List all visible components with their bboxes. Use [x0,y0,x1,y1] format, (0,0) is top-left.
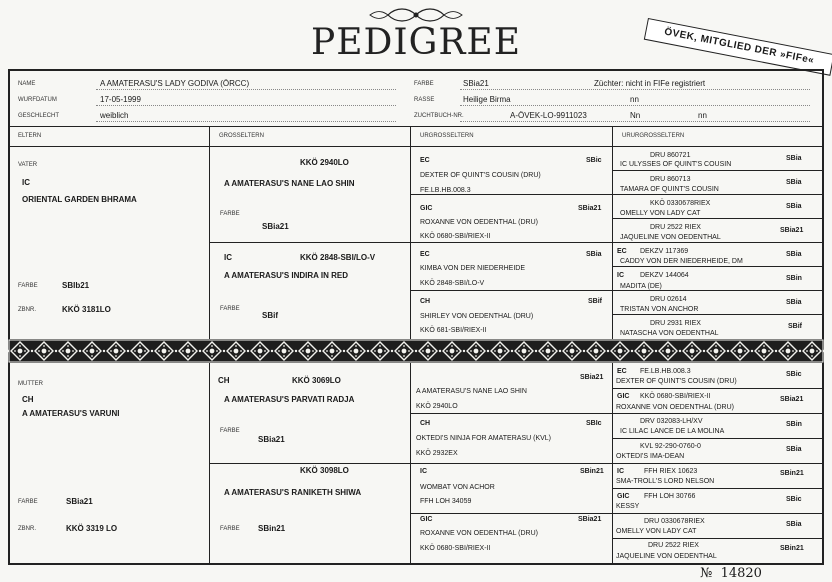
ggp3-name: KIMBA VON DER NIEDERHEIDE [420,265,526,272]
gp3-color: SBia21 [258,435,285,444]
ggp7-name: WOMBAT VON ACHOR [420,484,495,491]
dam-reg: KKÖ 3319 LO [66,524,118,533]
sire-role: VATER [18,162,38,168]
gggp15-color: SBia [786,521,802,528]
gggp2-reg: DRU 860713 [650,176,691,183]
sex-label: GESCHLECHT [18,113,60,119]
breed-nn: nn [630,95,639,104]
gggp1-name: IC ULYSSES OF QUINT'S COUSIN [620,161,732,168]
ggp6-color: SBIc [586,420,602,427]
dam-color: SBia21 [66,497,93,506]
column-header-parents: ELTERN [18,133,42,139]
dob-label: WURFDATUM [18,97,57,103]
gggp13-color: SBin21 [780,470,804,477]
gp2-reg: KKÖ 2848-SBI/LO-V [300,253,376,262]
ggp2-name: ROXANNE VON OEDENTHAL (DRU) [420,219,538,226]
gggp16-color: SBin21 [780,545,804,552]
gggp1-reg: DRU 860721 [650,152,691,159]
column-header-great-great-grandparents: URURGROSSELTERN [622,133,685,139]
cat-name: A AMATERASU'S LADY GODIVA (ÖRCC) [100,79,250,88]
ggp1-title: EC [420,157,430,164]
column-header-grandparents: GROSSELTERN [219,133,264,139]
ggp5-name: A AMATERASU'S NANE LAO SHIN [416,388,527,395]
gggp3-name: OMELLY VON LADY CAT [620,210,701,217]
gggp12-color: SBia [786,446,802,453]
gggp3-reg: KKÖ 0330678RIEX [650,200,711,207]
gggp6-title: IC [617,272,624,279]
gp3-color-label: FARBE [220,428,240,434]
breed-value: Heilige Birma [463,95,511,104]
gggp11-reg: DRV 032083-LH/XV [640,418,703,425]
ggp4-name: SHIRLEY VON OEDENTHAL (DRU) [420,313,534,320]
gggp15-reg: DRU 0330678RIEX [644,518,705,525]
ggp7-title: IC [420,468,427,475]
gggp2-name: TAMARA OF QUINT'S COUSIN [620,186,719,193]
gggp9-title: EC [617,368,627,375]
gggp9-color: SBic [786,371,802,378]
gggp6-color: SBin [786,275,802,282]
ggp8-name: ROXANNE VON OEDENTHAL (DRU) [420,530,538,537]
gggp14-title: GIC [617,493,630,500]
gggp12-reg: KVL 92-290-0760-0 [640,443,701,450]
column-header-great-grandparents: URGROSSELTERN [420,133,474,139]
color-label: FARBE [414,81,434,87]
gggp3-color: SBia [786,203,802,210]
sire-color: SBIb21 [62,281,90,290]
reg-value: A-ÖVEK-LO-9911023 [510,111,587,120]
gp2-name: A AMATERASU'S INDIRA IN RED [224,271,348,280]
ggp3-title: EC [420,251,430,258]
gggp9-name: DEXTER OF QUINT'S COUSIN (DRU) [616,378,737,385]
gggp5-color: SBia [786,251,802,258]
breeder-text: Züchter: nicht in FIFe registriert [594,79,706,88]
certificate-serial [700,566,762,581]
ggp6-reg: KKÖ 2932EX [416,450,458,457]
gggp1-color: SBia [786,155,802,162]
ggp1-reg: FE.LB.HB.008.3 [420,187,471,194]
gggp2-color: SBia [786,179,802,186]
gp3-title: CH [218,376,230,385]
ggp6-name: OKTEDI'S NINJA FOR AMATERASU (KVL) [416,435,552,442]
gggp8-color: SBif [788,323,802,330]
gp1-reg: KKÖ 2940LO [300,158,349,167]
gggp7-color: SBia [786,299,802,306]
gggp13-name: SMA-TROLL'S LORD NELSON [616,478,715,485]
page-title: PEDIGREE [310,22,521,63]
gp2-title: IC [224,253,232,262]
gggp8-name: NATASCHA VON OEDENTHAL [620,330,719,337]
gggp14-name: KESSY [616,503,640,510]
gp1-name: A AMATERASU'S NANE LAO SHIN [224,179,355,188]
gp4-color-label: FARBE [220,526,240,532]
gggp5-reg: DEKZV 117369 [640,248,689,255]
gp3-reg: KKÖ 3069LO [292,376,341,385]
serial-prefix: № [700,566,713,581]
ggp4-reg: KKÖ 681-SBI/RIEX-II [420,327,487,334]
gggp8-reg: DRU 2931 RIEX [650,320,701,327]
ggp3-reg: KKÖ 2848-SBI/LO-V [420,280,485,287]
gggp5-name: CADDY VON DER NIEDERHEIDE, DM [620,258,743,265]
ggp8-reg: KKÖ 0680-SBI/RIEX-II [420,545,491,552]
ggp2-title: GIC [420,205,433,212]
ggp5-reg: KKÖ 2940LO [416,403,458,410]
ggp2-color: SBia21 [578,205,602,212]
gggp13-reg: FFH RIEX 10623 [644,468,698,475]
gggp11-color: SBin [786,421,802,428]
gp2-color-label: FARBE [220,306,240,312]
gp4-reg: KKÖ 3098LO [300,466,349,475]
dam-name: A AMATERASU'S VARUNI [22,409,120,418]
gggp7-reg: DRU 02614 [650,296,687,303]
gggp9-reg: FE.LB.HB.008.3 [640,368,691,375]
gggp4-name: JAQUELINE VON OEDENTHAL [620,234,721,241]
ggp2-reg: KKÖ 0680-SBI/RIEX-II [420,233,491,240]
gggp6-name: MADITA (DE) [620,283,662,290]
gggp4-color: SBia21 [780,227,804,234]
ggp6-title: CH [420,420,431,427]
gggp14-reg: FFH LOH 30766 [644,493,696,500]
gp3-name: A AMATERASU'S PARVATI RADJA [224,395,355,404]
dam-color-label: FARBE [18,499,38,505]
ggp4-color: SBif [588,298,602,305]
gggp14-color: SBic [786,496,802,503]
gp1-color: SBia21 [262,222,289,231]
gggp16-name: JAQUELINE VON OEDENTHAL [616,553,717,560]
reg-nn1: Nn [630,111,641,120]
dob-value: 17-05-1999 [100,95,141,104]
dam-title: CH [22,395,34,404]
sex-value: weiblich [100,111,129,120]
ggp7-reg: FFH LOH 34059 [420,498,472,505]
gggp10-title: GIC [617,393,630,400]
name-label: NAME [18,81,36,87]
gp2-color: SBif [262,311,278,320]
gggp5-title: EC [617,248,627,255]
sire-title: IC [22,178,30,187]
color-value: SBia21 [463,79,489,88]
sire-reg: KKÖ 3181LO [62,305,111,314]
association-banner: ÖVEK, MITGLIED DER »FIFe« [644,18,832,76]
sire-name: ORIENTAL GARDEN BHRAMA [22,195,137,204]
dam-reg-label: ZBNR. [18,526,36,532]
gp4-name: A AMATERASU'S RANIKETH SHIWA [224,488,362,497]
ggp1-color: SBic [586,157,602,164]
serial-number: 14820 [720,566,762,581]
gp4-color: SBin21 [258,524,286,533]
ornamental-border-band [8,339,824,363]
gggp13-title: IC [617,468,624,475]
ggp8-color: SBia21 [578,516,602,523]
gggp7-name: TRISTAN VON ANCHOR [620,306,699,313]
breed-label: RASSE [414,97,435,103]
reg-label: ZUCHTBUCH-NR. [414,113,464,119]
gggp10-name: ROXANNE VON OEDENTHAL (DRU) [616,404,734,411]
gggp16-reg: DRU 2522 RIEX [648,542,699,549]
gggp4-reg: DRU 2522 RIEX [650,224,701,231]
sire-reg-label: ZBNR. [18,307,36,313]
ggp8-title: GIC [420,516,433,523]
ggp5-color: SBia21 [580,374,604,381]
dam-role: MUTTER [18,381,43,387]
gggp12-name: OKTEDI'S IMA-DEAN [616,453,685,460]
sire-color-label: FARBE [18,283,38,289]
ggp3-color: SBia [586,251,602,258]
gggp10-reg: KKÖ 0680-SBI/RIEX-II [640,393,711,400]
ggp7-color: SBin21 [580,468,604,475]
reg-nn2: nn [698,111,707,120]
ggp4-title: CH [420,298,431,305]
gggp10-color: SBia21 [780,396,804,403]
gggp11-name: IC LILAC LANCE DE LA MOLINA [620,428,725,435]
ggp1-name: DEXTER OF QUINT'S COUSIN (DRU) [420,172,541,179]
gp1-color-label: FARBE [220,211,240,217]
gggp15-name: OMELLY VON LADY CAT [616,528,697,535]
pedigree-frame [8,69,824,565]
gggp6-reg: DEKZV 144064 [640,272,689,279]
